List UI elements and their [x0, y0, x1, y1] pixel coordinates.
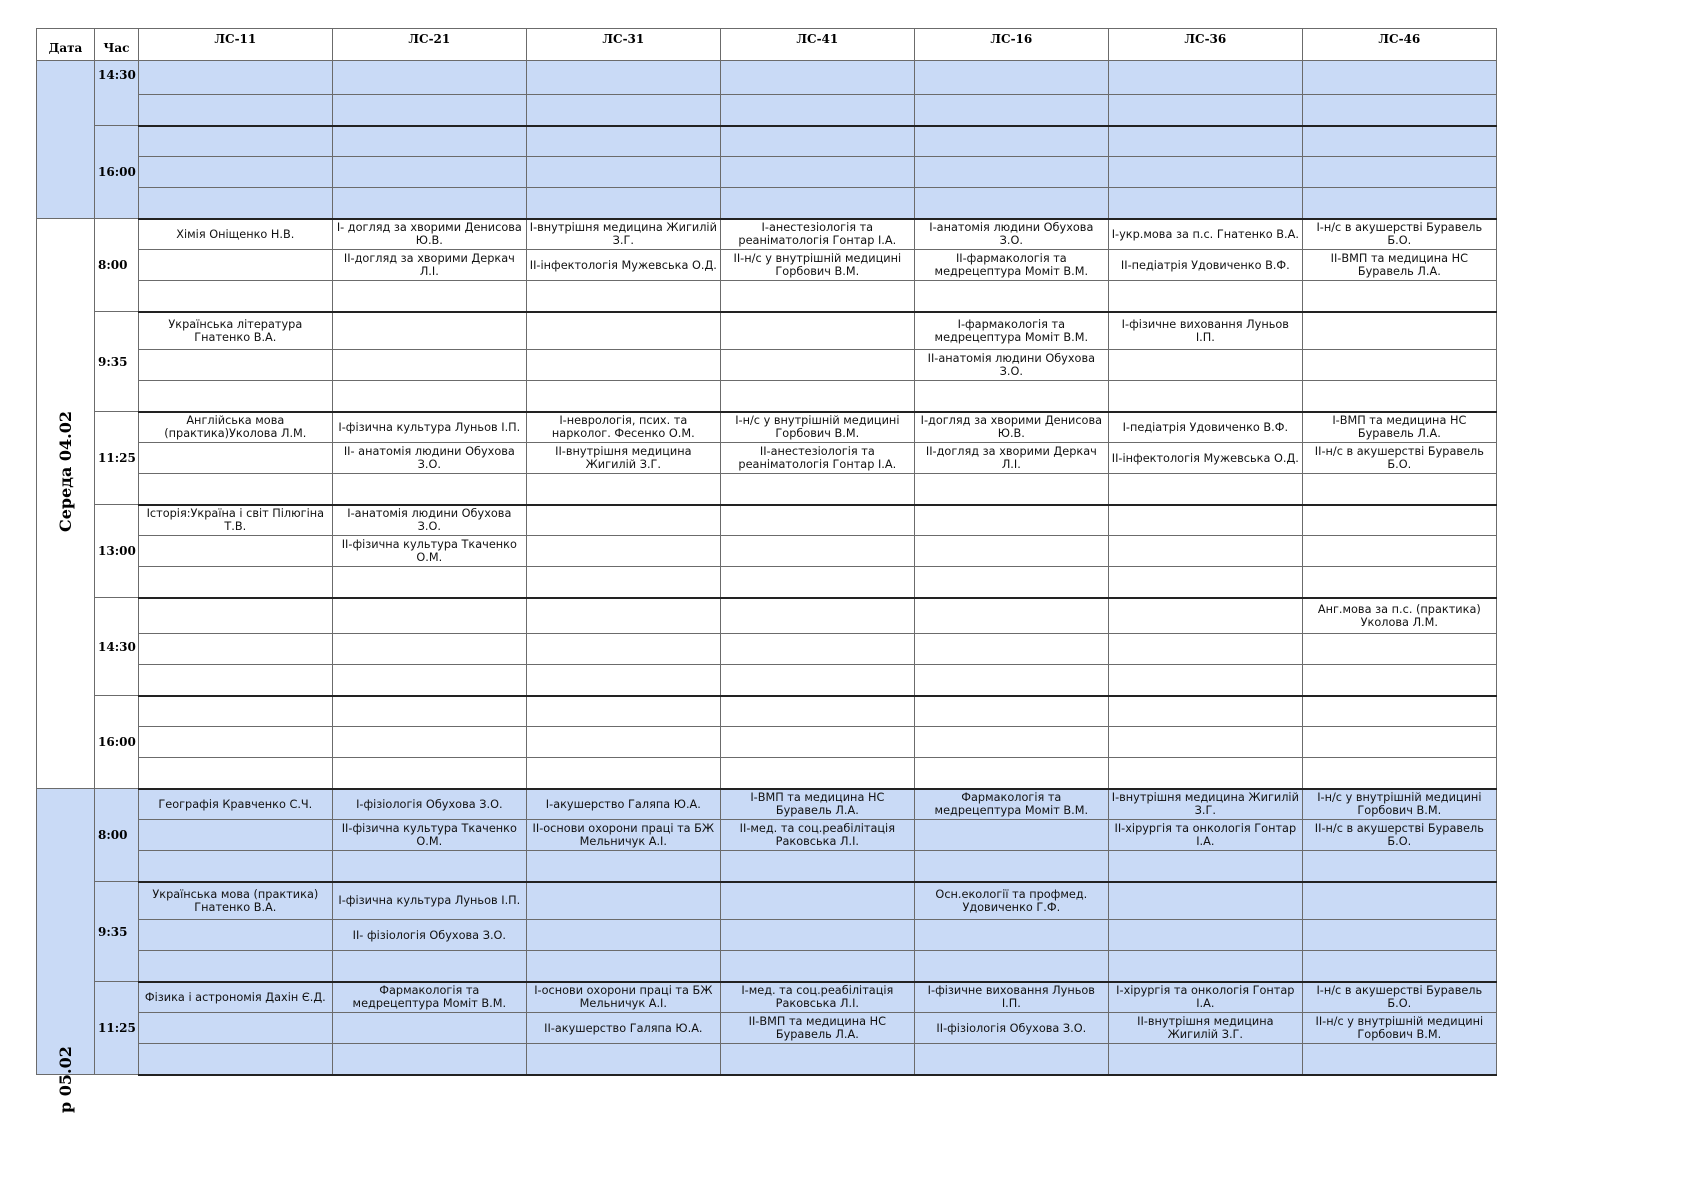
- lesson-cell: [914, 188, 1108, 219]
- lesson-cell: [138, 665, 332, 696]
- lesson-cell: [138, 188, 332, 219]
- lesson-cell: [1302, 536, 1496, 567]
- lesson-cell: I-основи охорони праці та БЖ Мельничук А.І.: [526, 982, 720, 1013]
- lesson-cell: [526, 634, 720, 665]
- lesson-cell: [138, 126, 332, 157]
- lesson-cell: [1108, 696, 1302, 727]
- lesson-cell: [1108, 474, 1302, 505]
- day-label-cell: [37, 61, 95, 219]
- group-header: ЛС-46: [1302, 29, 1496, 61]
- lesson-cell: I-укр.мова за п.с. Гнатенко В.А.: [1108, 219, 1302, 250]
- lesson-cell: [1108, 598, 1302, 634]
- schedule-row: [37, 920, 1497, 951]
- lesson-cell: [332, 350, 526, 381]
- lesson-cell: II-фізіологія Обухова З.О.: [914, 1013, 1108, 1044]
- time-slot: 8:00: [95, 789, 139, 882]
- lesson-cell: [1302, 920, 1496, 951]
- schedule-row: [37, 350, 1497, 381]
- lesson-cell: II-н/с у внутрішній медицині Горбович В.М.: [1302, 1013, 1496, 1044]
- lesson-cell: [526, 536, 720, 567]
- lesson-cell: [1108, 350, 1302, 381]
- lesson-cell: [526, 758, 720, 789]
- lesson-cell: [332, 61, 526, 95]
- day-label: Середа 04.02: [56, 411, 75, 532]
- lesson-cell: [526, 505, 720, 536]
- lesson-cell: Англійська мова (практика)Уколова Л.М.: [138, 412, 332, 443]
- lesson-cell: [1108, 126, 1302, 157]
- lesson-cell: I-фармакологія та медрецептура Моміт В.М.: [914, 312, 1108, 350]
- lesson-cell: I-фізична культура Луньов І.П.: [332, 882, 526, 920]
- lesson-cell: [914, 727, 1108, 758]
- schedule-row: [37, 250, 1497, 281]
- time-slot: 14:30: [95, 598, 139, 696]
- lesson-cell: [332, 696, 526, 727]
- lesson-cell: [138, 157, 332, 188]
- lesson-cell: [1108, 882, 1302, 920]
- lesson-cell: [720, 882, 914, 920]
- lesson-cell: [1302, 567, 1496, 598]
- lesson-cell: [138, 281, 332, 312]
- lesson-cell: [138, 381, 332, 412]
- lesson-cell: [914, 598, 1108, 634]
- lesson-cell: [1302, 312, 1496, 350]
- lesson-cell: [1302, 696, 1496, 727]
- lesson-cell: II-акушерство Галяпа Ю.А.: [526, 1013, 720, 1044]
- lesson-cell: [914, 474, 1108, 505]
- lesson-cell: I-догляд за хворими Денисова Ю.В.: [914, 412, 1108, 443]
- lesson-cell: Хімія Оніщенко Н.В.: [138, 219, 332, 250]
- lesson-cell: [138, 851, 332, 882]
- day-label: р 05.02: [56, 1046, 75, 1113]
- lesson-cell: [332, 1013, 526, 1044]
- schedule-row: [37, 281, 1497, 312]
- lesson-cell: I-акушерство Галяпа Ю.А.: [526, 789, 720, 820]
- lesson-cell: [526, 281, 720, 312]
- lesson-cell: [138, 920, 332, 951]
- lesson-cell: [332, 851, 526, 882]
- lesson-cell: II-догляд за хворими Деркач Л.І.: [332, 250, 526, 281]
- lesson-cell: [332, 758, 526, 789]
- lesson-cell: [138, 634, 332, 665]
- lesson-cell: II-хірургія та онкологія Гонтар І.А.: [1108, 820, 1302, 851]
- lesson-cell: [526, 951, 720, 982]
- lesson-cell: [138, 250, 332, 281]
- lesson-cell: I-н/с у внутрішній медицині Горбович В.М.: [720, 412, 914, 443]
- lesson-cell: [526, 157, 720, 188]
- lesson-cell: [1108, 727, 1302, 758]
- time-slot: 16:00: [95, 126, 139, 219]
- time-slot: 16:00: [95, 696, 139, 789]
- lesson-cell: II-внутрішня медицина Жигилій З.Г.: [526, 443, 720, 474]
- lesson-cell: [1108, 634, 1302, 665]
- lesson-cell: [138, 951, 332, 982]
- lesson-cell: [1108, 536, 1302, 567]
- lesson-cell: [526, 188, 720, 219]
- lesson-cell: I-анатомія людини Обухова З.О.: [914, 219, 1108, 250]
- lesson-cell: Українська мова (практика) Гнатенко В.А.: [138, 882, 332, 920]
- schedule-row: [37, 443, 1497, 474]
- lesson-cell: [138, 1044, 332, 1075]
- schedule-row: [37, 188, 1497, 219]
- lesson-cell: [914, 95, 1108, 126]
- lesson-cell: Українська література Гнатенко В.А.: [138, 312, 332, 350]
- schedule-row: [37, 758, 1497, 789]
- lesson-cell: [1302, 1044, 1496, 1075]
- lesson-cell: [332, 157, 526, 188]
- lesson-cell: [720, 381, 914, 412]
- schedule-row: [37, 820, 1497, 851]
- lesson-cell: [1108, 281, 1302, 312]
- lesson-cell: [332, 727, 526, 758]
- lesson-cell: [720, 157, 914, 188]
- lesson-cell: II-фармакологія та медрецептура Моміт В.М.: [914, 250, 1108, 281]
- lesson-cell: [1302, 882, 1496, 920]
- lesson-cell: Фізика і астрономія Дахін Є.Д.: [138, 982, 332, 1013]
- header-row: [37, 29, 1497, 61]
- lesson-cell: [138, 1013, 332, 1044]
- lesson-cell: [720, 696, 914, 727]
- lesson-cell: [138, 598, 332, 634]
- lesson-cell: [526, 567, 720, 598]
- lesson-cell: [720, 281, 914, 312]
- lesson-cell: I-ВМП та медицина НС Буравель Л.А.: [1302, 412, 1496, 443]
- lesson-cell: [332, 598, 526, 634]
- lesson-cell: [1108, 851, 1302, 882]
- lesson-cell: [526, 882, 720, 920]
- lesson-cell: I-мед. та соц.реабілітація Раковська Л.І.: [720, 982, 914, 1013]
- lesson-cell: [1302, 505, 1496, 536]
- lesson-cell: [138, 758, 332, 789]
- lesson-cell: II-внутрішня медицина Жигилій З.Г.: [1108, 1013, 1302, 1044]
- lesson-cell: [332, 665, 526, 696]
- lesson-cell: I-фізичне виховання Луньов І.П.: [1108, 312, 1302, 350]
- lesson-cell: [914, 567, 1108, 598]
- lesson-cell: II-анестезіологія та реаніматологія Гонтар І.А.: [720, 443, 914, 474]
- day-label-cell: [37, 219, 95, 789]
- lesson-cell: I- догляд за хворими Денисова Ю.В.: [332, 219, 526, 250]
- lesson-cell: [720, 474, 914, 505]
- schedule-row: [37, 412, 1497, 443]
- schedule-row: [37, 126, 1497, 157]
- lesson-cell: [1302, 727, 1496, 758]
- lesson-cell: [914, 126, 1108, 157]
- lesson-cell: [1302, 188, 1496, 219]
- lesson-cell: [720, 1044, 914, 1075]
- lesson-cell: [914, 820, 1108, 851]
- lesson-cell: [138, 727, 332, 758]
- lesson-cell: [526, 474, 720, 505]
- group-header: ЛС-11: [138, 29, 332, 61]
- lesson-cell: II-ВМП та медицина НС Буравель Л.А.: [1302, 250, 1496, 281]
- day-label-cell: [37, 789, 95, 1113]
- lesson-cell: [138, 61, 332, 95]
- schedule-row: [37, 312, 1497, 350]
- lesson-cell: [720, 95, 914, 126]
- lesson-cell: [526, 350, 720, 381]
- lesson-cell: [914, 665, 1108, 696]
- lesson-cell: II-інфектологія Мужевська О.Д.: [526, 250, 720, 281]
- lesson-cell: [720, 188, 914, 219]
- lesson-cell: [914, 381, 1108, 412]
- lesson-cell: II-догляд за хворими Деркач Л.І.: [914, 443, 1108, 474]
- lesson-cell: [1302, 634, 1496, 665]
- lesson-cell: [332, 474, 526, 505]
- schedule-row: [37, 982, 1497, 1013]
- lesson-cell: [914, 951, 1108, 982]
- time-slot: 9:35: [95, 312, 139, 412]
- schedule-row: [37, 157, 1497, 188]
- lesson-cell: [332, 95, 526, 126]
- lesson-cell: I-фізична культура Луньов І.П.: [332, 412, 526, 443]
- lesson-cell: [720, 758, 914, 789]
- lesson-cell: [1302, 157, 1496, 188]
- lesson-cell: [138, 536, 332, 567]
- lesson-cell: [138, 350, 332, 381]
- schedule-row: [37, 598, 1497, 634]
- lesson-cell: [332, 188, 526, 219]
- lesson-cell: [332, 312, 526, 350]
- lesson-cell: [526, 696, 720, 727]
- lesson-cell: [138, 567, 332, 598]
- lesson-cell: [526, 381, 720, 412]
- schedule-row: [37, 61, 1497, 95]
- time-slot: 11:25: [95, 412, 139, 505]
- lesson-cell: [138, 474, 332, 505]
- lesson-cell: [914, 696, 1108, 727]
- time-slot: 11:25: [95, 982, 139, 1075]
- group-header: ЛС-36: [1108, 29, 1302, 61]
- schedule-body: [37, 61, 1497, 1113]
- lesson-cell: [332, 567, 526, 598]
- schedule-row: [37, 882, 1497, 920]
- lesson-cell: [1108, 381, 1302, 412]
- lesson-cell: II- анатомія людини Обухова З.О.: [332, 443, 526, 474]
- lesson-cell: [526, 598, 720, 634]
- lesson-cell: [914, 920, 1108, 951]
- lesson-cell: [720, 126, 914, 157]
- lesson-cell: [1108, 951, 1302, 982]
- lesson-cell: [720, 312, 914, 350]
- schedule-row: [37, 696, 1497, 727]
- lesson-cell: I-педіатрія Удовиченко В.Ф.: [1108, 412, 1302, 443]
- lesson-cell: [1302, 381, 1496, 412]
- lesson-cell: II-ВМП та медицина НС Буравель Л.А.: [720, 1013, 914, 1044]
- schedule-row: [37, 727, 1497, 758]
- lesson-cell: I-фізичне виховання Луньов І.П.: [914, 982, 1108, 1013]
- schedule-row: [37, 381, 1497, 412]
- lesson-cell: [720, 851, 914, 882]
- lesson-cell: [1108, 61, 1302, 95]
- lesson-cell: I-н/с в акушерстві Буравель Б.О.: [1302, 982, 1496, 1013]
- lesson-cell: I-анестезіологія та реаніматологія Гонтар І.А.: [720, 219, 914, 250]
- schedule-row: [37, 95, 1497, 126]
- lesson-cell: [526, 920, 720, 951]
- lesson-cell: [1302, 474, 1496, 505]
- lesson-cell: [332, 1044, 526, 1075]
- lesson-cell: [914, 634, 1108, 665]
- lesson-cell: [526, 727, 720, 758]
- lesson-cell: I-анатомія людини Обухова З.О.: [332, 505, 526, 536]
- schedule-row: [37, 505, 1497, 536]
- schedule-row: [37, 219, 1497, 250]
- lesson-cell: [138, 696, 332, 727]
- schedule-row: [37, 665, 1497, 696]
- lesson-cell: [1302, 350, 1496, 381]
- lesson-cell: II-мед. та соц.реабілітація Раковська Л.І.: [720, 820, 914, 851]
- lesson-cell: II-фізична культура Ткаченко О.М.: [332, 820, 526, 851]
- lesson-cell: I-хірургія та онкологія Гонтар І.А.: [1108, 982, 1302, 1013]
- lesson-cell: [720, 951, 914, 982]
- group-header: ЛС-41: [720, 29, 914, 61]
- lesson-cell: Історія:Україна і світ Пілюгіна Т.В.: [138, 505, 332, 536]
- lesson-cell: Анг.мова за п.с. (практика) Уколова Л.М.: [1302, 598, 1496, 634]
- time-slot: 14:30: [95, 61, 139, 126]
- lesson-cell: [720, 61, 914, 95]
- schedule-row: [37, 634, 1497, 665]
- lesson-cell: [1108, 758, 1302, 789]
- lesson-cell: [526, 95, 720, 126]
- lesson-cell: II-педіатрія Удовиченко В.Ф.: [1108, 250, 1302, 281]
- lesson-cell: [332, 281, 526, 312]
- lesson-cell: [1108, 567, 1302, 598]
- schedule-row: [37, 1044, 1497, 1075]
- lesson-cell: II-н/с у внутрішній медицині Горбович В.М.: [720, 250, 914, 281]
- lesson-cell: [526, 61, 720, 95]
- lesson-cell: [914, 61, 1108, 95]
- group-header: ЛС-31: [526, 29, 720, 61]
- lesson-cell: [1302, 665, 1496, 696]
- lesson-cell: [1108, 157, 1302, 188]
- lesson-cell: [914, 157, 1108, 188]
- lesson-cell: [914, 505, 1108, 536]
- lesson-cell: [1108, 505, 1302, 536]
- lesson-cell: [720, 536, 914, 567]
- time-slot: 9:35: [95, 882, 139, 982]
- lesson-cell: [914, 1044, 1108, 1075]
- lesson-cell: [1302, 126, 1496, 157]
- lesson-cell: [332, 951, 526, 982]
- lesson-cell: Географія Кравченко С.Ч.: [138, 789, 332, 820]
- schedule-row: [37, 789, 1497, 820]
- date-column-header: Дата: [37, 29, 95, 61]
- time-column-header: Час: [95, 29, 139, 61]
- lesson-cell: [720, 727, 914, 758]
- lesson-cell: [526, 126, 720, 157]
- lesson-cell: [332, 381, 526, 412]
- lesson-cell: [1302, 61, 1496, 95]
- schedule-table: [36, 28, 1497, 1113]
- lesson-cell: [1108, 665, 1302, 696]
- lesson-cell: I-н/с у внутрішній медицині Горбович В.М.: [1302, 789, 1496, 820]
- schedule-row: [37, 536, 1497, 567]
- lesson-cell: I-внутрішня медицина Жигилій З.Г.: [1108, 789, 1302, 820]
- lesson-cell: [138, 443, 332, 474]
- lesson-cell: II-анатомія людини Обухова З.О.: [914, 350, 1108, 381]
- lesson-cell: [720, 634, 914, 665]
- lesson-cell: [914, 851, 1108, 882]
- lesson-cell: II- фізіологія Обухова З.О.: [332, 920, 526, 951]
- lesson-cell: [720, 920, 914, 951]
- lesson-cell: II-н/с в акушерстві Буравель Б.О.: [1302, 820, 1496, 851]
- schedule-row: [37, 567, 1497, 598]
- lesson-cell: [720, 350, 914, 381]
- lesson-cell: [720, 505, 914, 536]
- time-slot: 13:00: [95, 505, 139, 598]
- lesson-cell: [1108, 188, 1302, 219]
- lesson-cell: [720, 598, 914, 634]
- lesson-cell: Осн.екології та профмед. Удовиченко Г.Ф.: [914, 882, 1108, 920]
- lesson-cell: [526, 665, 720, 696]
- lesson-cell: Фармакологія та медрецептура Моміт В.М.: [914, 789, 1108, 820]
- time-slot: 8:00: [95, 219, 139, 312]
- lesson-cell: [720, 665, 914, 696]
- lesson-cell: [720, 567, 914, 598]
- lesson-cell: I-неврологія, псих. та нарколог. Фесенко О.М.: [526, 412, 720, 443]
- lesson-cell: [914, 536, 1108, 567]
- lesson-cell: [138, 95, 332, 126]
- lesson-cell: [332, 126, 526, 157]
- schedule-row: [37, 1013, 1497, 1044]
- lesson-cell: [526, 851, 720, 882]
- lesson-cell: [1302, 95, 1496, 126]
- lesson-cell: II-основи охорони праці та БЖ Мельничук А.І.: [526, 820, 720, 851]
- lesson-cell: [1302, 851, 1496, 882]
- group-header: ЛС-21: [332, 29, 526, 61]
- lesson-cell: [1302, 281, 1496, 312]
- lesson-cell: [914, 758, 1108, 789]
- schedule-row: [37, 851, 1497, 882]
- lesson-cell: [332, 634, 526, 665]
- lesson-cell: I-н/с в акушерстві Буравель Б.О.: [1302, 219, 1496, 250]
- schedule-row: [37, 474, 1497, 505]
- lesson-cell: [526, 312, 720, 350]
- lesson-cell: I-фізіологія Обухова З.О.: [332, 789, 526, 820]
- lesson-cell: [526, 1044, 720, 1075]
- lesson-cell: [138, 820, 332, 851]
- lesson-cell: II-н/с в акушерстві Буравель Б.О.: [1302, 443, 1496, 474]
- lesson-cell: [1108, 1044, 1302, 1075]
- lesson-cell: [914, 281, 1108, 312]
- lesson-cell: II-фізична культура Ткаченко О.М.: [332, 536, 526, 567]
- lesson-cell: I-внутрішня медицина Жигилій З.Г.: [526, 219, 720, 250]
- lesson-cell: II-інфектологія Мужевська О.Д.: [1108, 443, 1302, 474]
- group-header: ЛС-16: [914, 29, 1108, 61]
- lesson-cell: I-ВМП та медицина НС Буравель Л.А.: [720, 789, 914, 820]
- lesson-cell: [1108, 920, 1302, 951]
- schedule-row: [37, 951, 1497, 982]
- lesson-cell: [1108, 95, 1302, 126]
- lesson-cell: Фармакологія та медрецептура Моміт В.М.: [332, 982, 526, 1013]
- lesson-cell: [1302, 758, 1496, 789]
- lesson-cell: [1302, 951, 1496, 982]
